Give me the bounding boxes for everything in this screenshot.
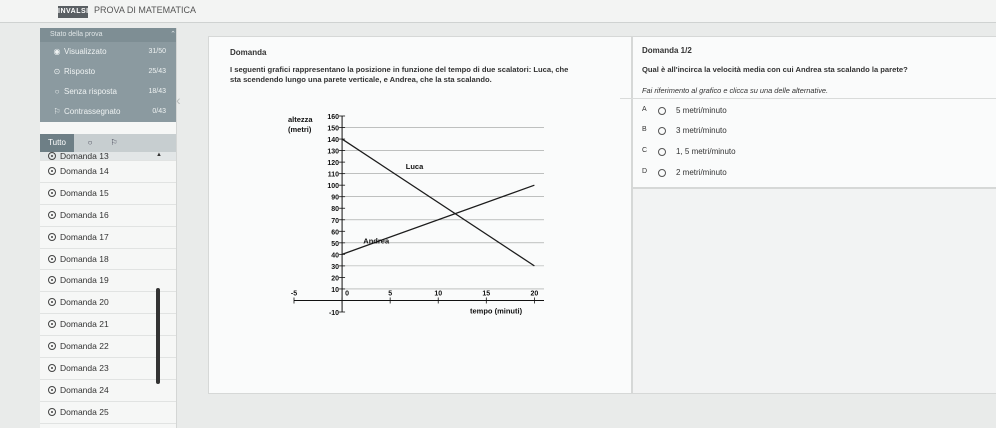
scroll-up-arrow-icon[interactable]: ▲ [156, 152, 162, 158]
sidebar [40, 28, 177, 428]
y-tick-label: 160 [327, 114, 340, 121]
answered-icon [48, 152, 56, 160]
question-item-14[interactable] [40, 161, 176, 183]
question-label: Domanda 25 [60, 406, 109, 417]
option-b[interactable] [642, 126, 842, 140]
question-label: Domanda 24 [60, 384, 109, 395]
status-answered-count: 25/43 [148, 68, 166, 75]
test-status-header[interactable] [40, 28, 177, 42]
answered-icon [48, 233, 56, 241]
question-number: Domanda 1/2 [642, 46, 692, 55]
status-viewed-count: 31/50 [148, 48, 166, 55]
y-tick-label: 70 [331, 217, 340, 225]
x-tick-label: 15 [482, 290, 491, 298]
option-d[interactable] [642, 168, 842, 182]
status-unanswered-count: 18/43 [148, 88, 166, 95]
x-tick-label: 0 [345, 290, 349, 298]
question-label: Domanda 20 [60, 297, 109, 308]
status-viewed-label: Visualizzato [64, 47, 107, 56]
filter-all-tab[interactable]: Tutto [40, 134, 74, 152]
stem-text-line-1: I seguenti grafici rappresentano la posizione in funzione del tempo di due scalatori: Luca, che [230, 65, 569, 74]
option-label: 1, 5 metri/minuto [676, 147, 736, 156]
answered-icon [48, 276, 56, 284]
status-flagged-count: 0/43 [152, 108, 166, 115]
answered-icon [48, 298, 56, 306]
radio-empty-icon: ○ [54, 87, 60, 96]
answer-panel-empty-area [632, 188, 996, 394]
question-item-18[interactable] [40, 249, 176, 271]
series-label-andrea: Andrea [363, 236, 390, 246]
x-tick-label: -5 [290, 290, 298, 298]
eye-icon: ◉ [53, 47, 61, 56]
y-tick-label: 50 [331, 240, 340, 248]
question-label: Domanda 13 [60, 152, 109, 161]
answered-icon [48, 364, 56, 372]
question-filter-bar [40, 134, 176, 152]
y-tick-label: 30 [331, 263, 340, 271]
y-tick-label: 40 [331, 252, 340, 260]
question-label: Domanda 21 [60, 319, 109, 330]
option-label: 3 metri/minuto [676, 126, 727, 135]
answered-icon [48, 189, 56, 197]
question-label: Domanda 19 [60, 275, 109, 286]
y-tick-label: 60 [331, 229, 340, 237]
filter-flag-icon[interactable]: ⚐ [110, 138, 118, 147]
radio-empty-icon[interactable] [658, 148, 666, 156]
y-tick-label: 110 [327, 171, 340, 179]
app-title: PROVA DI MATEMATICA [94, 5, 197, 15]
position-time-chart [282, 102, 552, 332]
stem-title: Domanda [230, 48, 267, 57]
invalsi-logo: INVALSI [58, 6, 88, 18]
top-bar [0, 0, 996, 23]
chevron-up-icon[interactable]: ⌃ [170, 31, 176, 38]
question-item-25[interactable] [40, 402, 176, 424]
option-letter: B [642, 126, 647, 133]
answered-icon [48, 255, 56, 263]
y-axis-label: altezza [288, 115, 313, 124]
option-c[interactable] [642, 147, 842, 161]
question-hint: Fai riferimento al grafico e clicca su una delle alternative. [642, 86, 829, 95]
y-tick-label: -10 [328, 310, 340, 317]
option-letter: D [642, 168, 648, 175]
divider [620, 98, 996, 99]
y-tick-label: 120 [327, 160, 340, 168]
question-label: Domanda 22 [60, 341, 109, 352]
stem-text-line-2: sta scendendo lungo una parete verticale, e Andrea, che la sta scalando. [230, 75, 492, 84]
question-item-17[interactable] [40, 227, 176, 249]
question-list-scrollbar[interactable] [156, 288, 160, 384]
radio-empty-icon[interactable] [658, 127, 666, 135]
status-flagged-label: Contrassegnato [64, 107, 121, 116]
x-tick-label: 20 [530, 290, 539, 298]
y-tick-label: 150 [327, 125, 340, 133]
answered-icon [48, 408, 56, 416]
collapse-sidebar-icon[interactable]: ‹ [176, 92, 181, 108]
question-label: Domanda 18 [60, 253, 109, 264]
y-axis-label: (metri) [288, 125, 312, 134]
y-tick-label: 100 [327, 183, 340, 191]
question-label: Domanda 15 [60, 187, 109, 198]
y-tick-label: 10 [331, 286, 340, 294]
option-label: 5 metri/minuto [676, 106, 727, 115]
status-flagged [40, 102, 176, 122]
status-viewed [40, 42, 176, 62]
question-item-16[interactable] [40, 205, 176, 227]
answered-icon [48, 167, 56, 175]
radio-empty-icon[interactable] [658, 107, 666, 115]
status-unanswered [40, 82, 176, 102]
y-tick-label: 130 [327, 148, 340, 156]
question-label: Domanda 16 [60, 209, 109, 220]
y-tick-label: 140 [327, 137, 340, 145]
status-answered-label: Risposto [64, 67, 96, 76]
filter-unanswered-icon[interactable]: ○ [87, 138, 93, 147]
series-label-luca: Luca [405, 162, 424, 172]
x-tick-label: 5 [388, 290, 393, 298]
y-tick-label: 80 [331, 206, 340, 214]
status-unanswered-label: Senza risposta [64, 87, 117, 96]
series-line-luca [342, 139, 534, 266]
answered-icon [48, 386, 56, 394]
answered-icon [48, 211, 56, 219]
question-text: Qual è all'incirca la velocità media con cui Andrea sta scalando la parete? [642, 65, 908, 74]
question-label: Domanda 23 [60, 363, 109, 374]
status-answered [40, 62, 176, 82]
option-letter: A [642, 106, 647, 113]
radio-empty-icon[interactable] [658, 169, 666, 177]
flag-icon: ⚐ [53, 107, 61, 116]
test-status-title: Stato della prova [50, 31, 103, 38]
question-label: Domanda 17 [60, 231, 109, 242]
x-axis-label: tempo (minuti) [470, 306, 523, 316]
x-tick-label: 10 [434, 290, 443, 298]
option-a[interactable] [642, 106, 842, 120]
y-tick-label: 20 [331, 275, 340, 283]
answered-icon [48, 342, 56, 350]
option-letter: C [642, 147, 648, 154]
answered-icon [48, 320, 56, 328]
question-label: Domanda 14 [60, 166, 109, 176]
radio-checked-icon: ⊙ [53, 67, 61, 76]
question-item-15[interactable] [40, 183, 176, 205]
option-label: 2 metri/minuto [676, 168, 727, 177]
y-tick-label: 90 [331, 194, 340, 202]
